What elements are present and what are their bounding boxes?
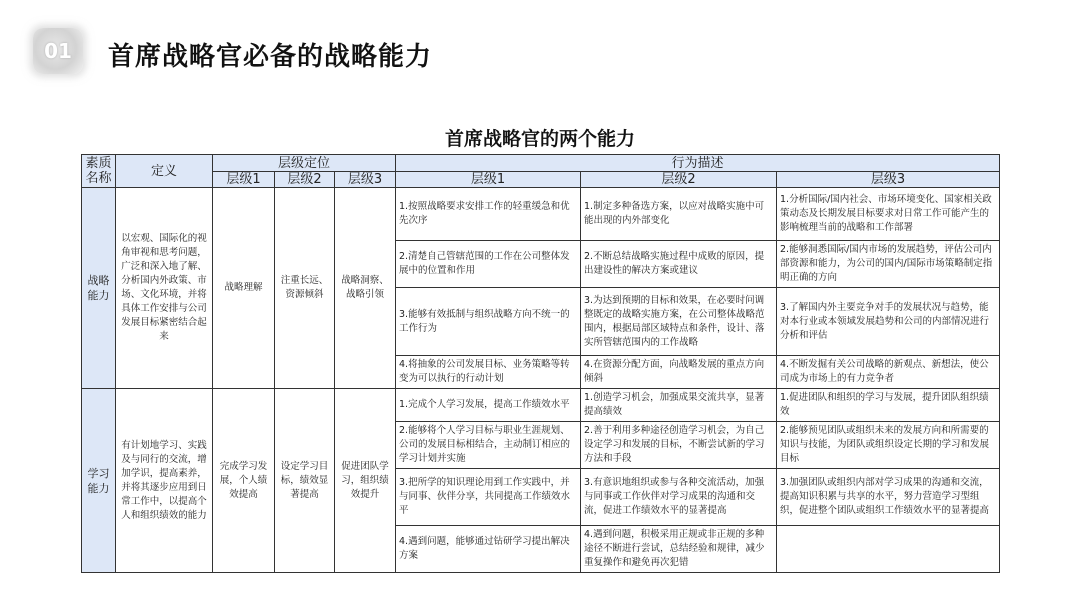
table-title: 首席战略官的两个能力: [444, 128, 635, 150]
position-learning-level2: 设定学习目标，绩效显著提高: [275, 389, 335, 573]
category-strategic: 战略能力: [82, 188, 116, 389]
behavior-cell: 2.不断总结战略实施过程中成败的原因，提出建设性的解决方案或建议: [581, 241, 777, 288]
behavior-cell: 4.遇到问题，能够通过钻研学习提出解决方案: [396, 526, 581, 573]
position-learning-level1: 完成学习发展，个人绩效提高: [213, 389, 275, 573]
behavior-cell: 2.能够洞悉国际/国内市场的发展趋势，评估公司内部资源和能力，为公司的国内/国际市场策略制定指明正确的方向: [777, 241, 1000, 288]
header-beh-level2: 层级2: [581, 172, 777, 188]
capability-table: [81, 154, 1000, 573]
section-number-badge: [33, 28, 83, 74]
position-strategic-level1: 战略理解: [213, 188, 275, 389]
definition-learning: 有计划地学习、实践及与同行的交流，增加学识，提高素养，并将其逐步应用到日常工作中，以提高个人和组织绩效的能力: [116, 389, 213, 573]
behavior-cell: 4.不断发掘有关公司战略的新观点、新想法，使公司成为市场上的有力竞争者: [777, 356, 1000, 389]
header-quality: 素质名称: [82, 155, 116, 188]
slide-title: 首席战略官必备的战略能力: [108, 42, 433, 72]
behavior-cell: 3.为达到预期的目标和效果，在必要时问调整既定的战略实施方案，在公司整体战略范围内，根据局部区域特点和条件，设计、落实所管辖范围内的工作战略: [581, 288, 777, 356]
behavior-cell: 1.制定多种备选方案，以应对战略实施中可能出现的内外部变化: [581, 188, 777, 241]
header-pos-level1: 层级1: [213, 172, 275, 188]
position-strategic-level2: 注重长远、资源倾斜: [275, 188, 335, 389]
behavior-cell: 2.能够将个人学习目标与职业生涯规划、公司的发展目标相结合，主动制订相应的学习计划并实施: [396, 422, 581, 469]
definition-strategic: 以宏观、国际化的视角审视和思考问题，广泛和深入地了解、分析国内外政策、市场、文化环境，并将具体工作安排与公司发展目标紧密结合起来: [116, 188, 213, 389]
header-beh-level1: 层级1: [396, 172, 581, 188]
behavior-cell: 1.完成个人学习发展，提高工作绩效水平: [396, 389, 581, 422]
section-number: 01: [44, 39, 72, 63]
behavior-cell: 1.分析国际/国内社会、市场环境变化、国家相关政策动态及长期发展目标要求对日常工作可能产生的影响梳理当前的战略和工作部署: [777, 188, 1000, 241]
behavior-cell: 1.按照战略要求安排工作的轻重缓急和优先次序: [396, 188, 581, 241]
header-pos-level3: 层级3: [335, 172, 396, 188]
behavior-cell: 3.能够有效抵制与组织战略方向不统一的工作行为: [396, 288, 581, 356]
behavior-cell: 3.了解国内外主要竞争对手的发展状况与趋势，能对本行业或本领域发展趋势和公司的内部情况进行分析和评估: [777, 288, 1000, 356]
behavior-cell: [777, 526, 1000, 573]
header-definition: 定义: [116, 155, 213, 188]
header-level-position: 层级定位: [213, 155, 396, 172]
behavior-cell: 1.创造学习机会，加强成果交流共享，显著提高绩效: [581, 389, 777, 422]
position-strategic-level3: 战略洞察、战略引领: [335, 188, 396, 389]
header-beh-level3: 层级3: [777, 172, 1000, 188]
header-pos-level2: 层级2: [275, 172, 335, 188]
header-behavior: 行为描述: [396, 155, 1000, 172]
position-learning-level3: 促进团队学习，组织绩效提升: [335, 389, 396, 573]
behavior-cell: 3.加强团队或组织内部对学习成果的沟通和交流，提高知识积累与共享的水平，努力营造学习型组织，促进整个团队或组织工作绩效水平的显著提高: [777, 469, 1000, 526]
behavior-cell: 4.将抽象的公司发展目标、业务策略等转变为可以执行的行动计划: [396, 356, 581, 389]
behavior-cell: 3.有意识地组织或参与各种交流活动，加强与同事或工作伙伴对学习成果的沟通和交流，促进工作绩效水平的显著提高: [581, 469, 777, 526]
behavior-cell: 4.在资源分配方面，向战略发展的重点方向倾斜: [581, 356, 777, 389]
behavior-cell: 1.促进团队和组织的学习与发展，提升团队组织绩效: [777, 389, 1000, 422]
category-learning: 学习能力: [82, 389, 116, 573]
behavior-cell: 2.能够预见团队或组织未来的发展方向和所需要的知识与技能，为团队或组织设定长期的学习和发展目标: [777, 422, 1000, 469]
behavior-cell: 2.善于利用多种途径创造学习机会，为自己设定学习和发展的目标，不断尝试新的学习方法和手段: [581, 422, 777, 469]
behavior-cell: 3.把所学的知识理论用到工作实践中，并与同事、伙伴分享，共同提高工作绩效水平: [396, 469, 581, 526]
behavior-cell: 4.遇到问题，积极采用正规或非正规的多种途径不断进行尝试，总结经验和规律，减少重复操作和避免再次犯错: [581, 526, 777, 573]
behavior-cell: 2.清楚自己管辖范围的工作在公司整体发展中的位置和作用: [396, 241, 581, 288]
